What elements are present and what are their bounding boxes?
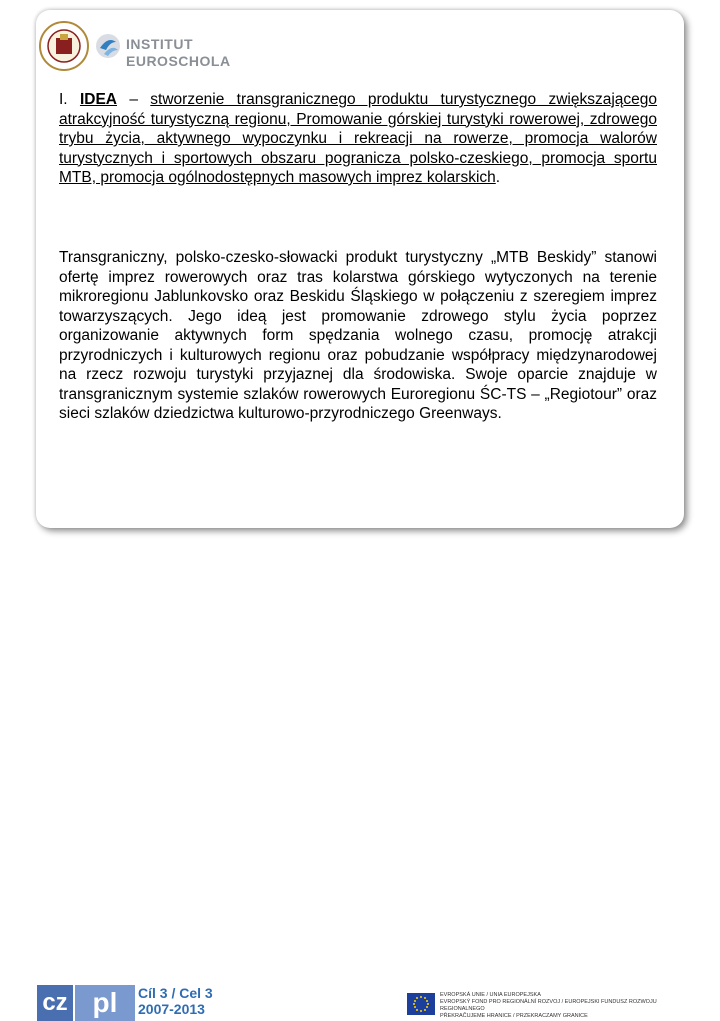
programme-label (138, 985, 213, 1017)
institute-name-line2: EUROSCHOLA (126, 53, 231, 69)
footer (0, 493, 720, 1019)
idea-label: IDEA (79, 91, 117, 108)
eu-line3: PŘEKRAČUJEME HRANICE / PRZEKRACZAMY GRANICE (440, 1013, 588, 1019)
idea-end: . (495, 169, 501, 186)
programme-goal: Cíl 3 / Cel 3 (138, 985, 213, 1001)
idea-paragraph (59, 90, 657, 188)
programme-years: 2007-2013 (138, 1001, 205, 1017)
eu-flag-icon (407, 993, 435, 1015)
eu-funding-text (440, 992, 670, 1020)
university-crest-icon (38, 16, 90, 76)
eu-line1: EVROPSKÁ UNIE / UNIA EUROPEJSKA (440, 992, 541, 998)
product-description-paragraph: Transgraniczny, polsko-czesko-słowacki produkt turystyczny „MTB Beskidy” stanowi ofertę imprez rowerowych oraz tras kolarstwa górskiego wytyczonych na terenie mikroregionu Jablunkovsko oraz Beskidu Śląskiego w połączeniu z szeregiem imprez towarzyszących. Jego ideą jest promowanie zdrowego stylu życia poprzez organizowanie aktywnych form spędzania wolnego czasu, promocję atrakcji przyrodniczych i kulturowych regionu oraz pobudzanie współpracy międzynarodowej na rzecz rozwoju turystyki przyjaznej dla środowiska. Swoje oparcie znajduje w transgranicznym systemie szlaków rowerowych Euroregionu ŚC-TS – „Regiotour” oraz sieci szlaków dziedzictwa kulturowo-przyrodniczego Greenways. (59, 249, 657, 422)
idea-description: stworzenie transgranicznego produktu turystycznego zwiększającego atrakcyjność turystyczną regionu, Promowanie górskiej turystyki rowerowej, zdrowego trybu życia, aktywnego wypoczynku i rekreacji na rowerze, promocja walorów turystycznych i sportowych obszaru pogranicza polsko-czeskiego, promocja sportu MTB, promocja ogólnodostępnych masowych imprez kolarskich (59, 91, 658, 186)
paragraph-number: I. (59, 91, 68, 108)
institute-logo-icon (94, 32, 122, 60)
institute-name-line1: INSTITUT (126, 36, 193, 52)
pl-logo-block: pl (75, 985, 135, 1021)
header-logos (38, 16, 288, 86)
cz-logo-block: cz (37, 985, 73, 1021)
eu-line2: EVROPSKÝ FOND PRO REGIONÁLNÍ ROZVOJ / EUROPEJSKI FUNDUSZ ROZWOJU REGIONALNEGO (440, 999, 657, 1012)
idea-dash: – (129, 91, 138, 108)
